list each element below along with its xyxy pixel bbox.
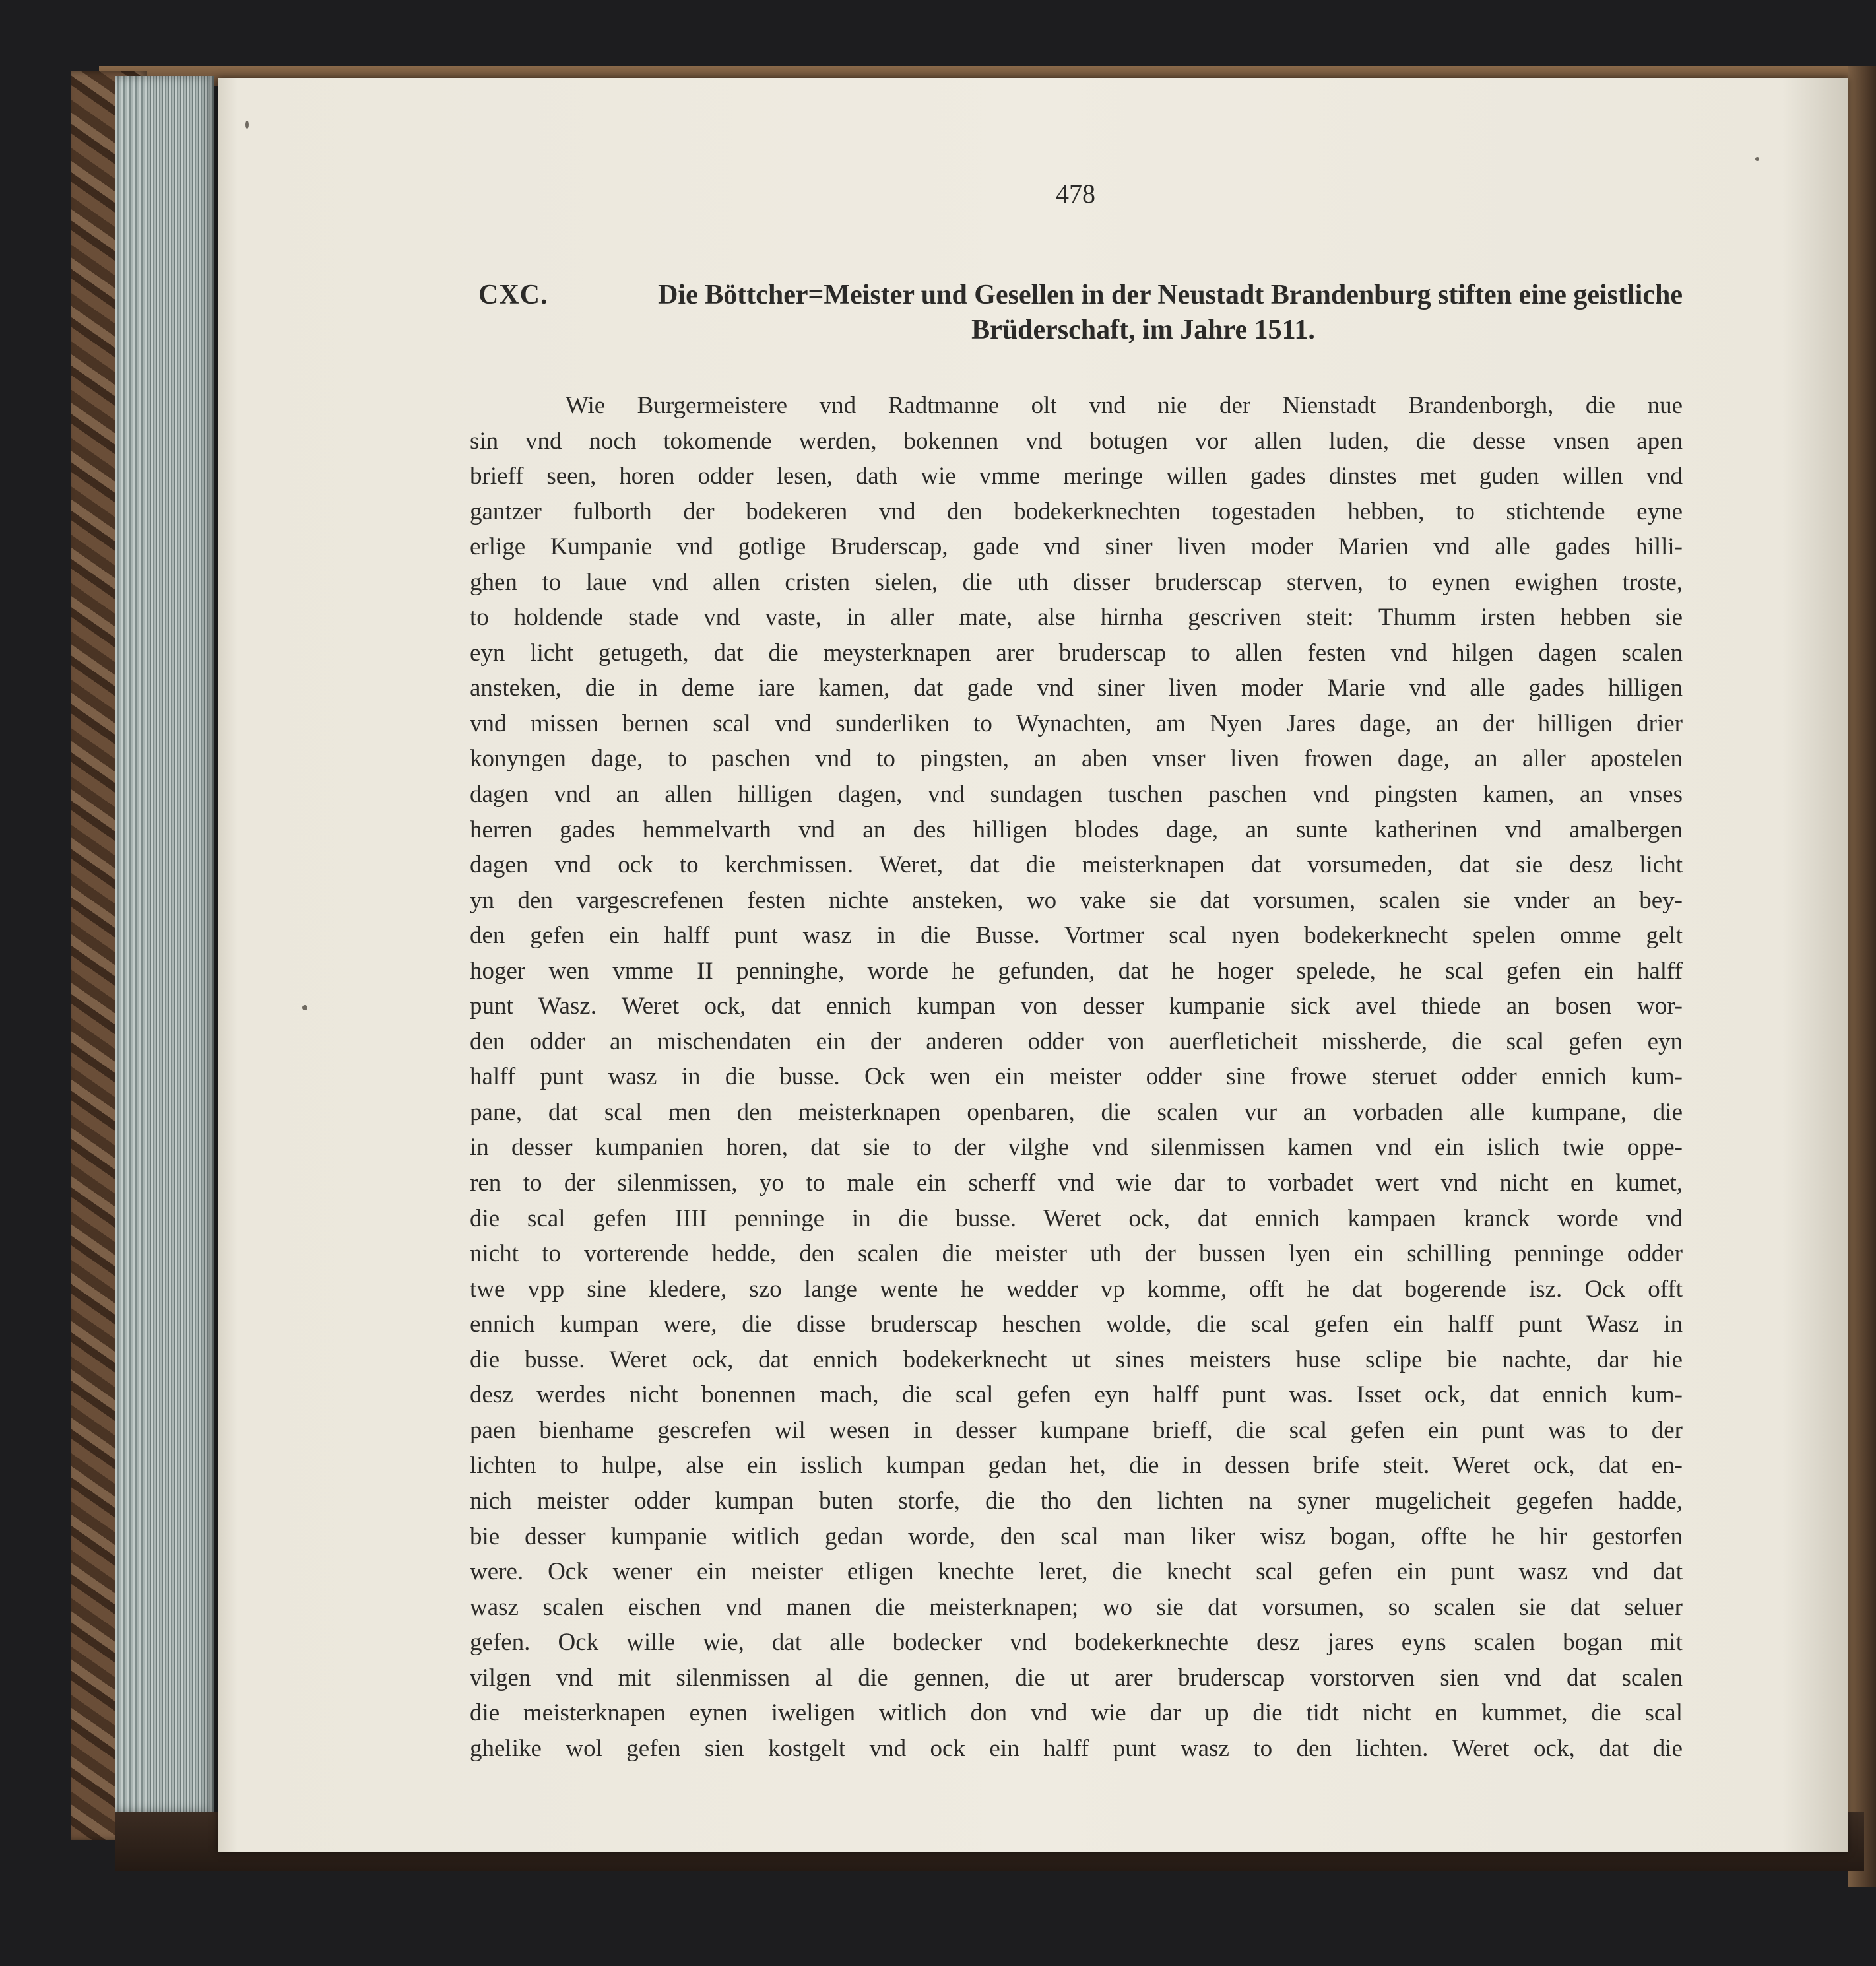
text-line: were. Ock wener ein meister etligen knechte leret, die knecht scal gefen ein punt wasz vnd dat	[470, 1558, 1683, 1586]
paper-speck	[245, 121, 249, 129]
text-line: dagen vnd ock to kerchmissen. Weret, dat die meisterknapen dat vorsumeden, dat sie desz licht	[470, 851, 1683, 879]
text-line: brieff seen, horen odder lesen, dath wie vmme meringe willen gades dinstes met guden willen vnd	[470, 463, 1683, 490]
text-line: hoger wen vmme II penninghe, worde he gefunden, dat he hoger spelede, he scal gefen ein halff	[470, 957, 1683, 985]
text-line: gefen. Ock wille wie, dat alle bodecker vnd bodekerknechte desz jares eyns scalen bogan mit	[470, 1629, 1683, 1656]
text-line: vnd missen bernen scal vnd sunderliken to Wynachten, am Nyen Jares dage, an der hilligen drier	[470, 709, 1683, 737]
text-line: halff punt wasz in die busse. Ock wen ein meister odder sine frowe steruet odder ennich kum-	[470, 1063, 1683, 1091]
text-line: nich meister odder kumpan buten storfe, die tho den lichten na syner mugelicheit gegefen hadde,	[470, 1487, 1683, 1515]
text-line: in desser kumpanien horen, dat sie to der vilghe vnd silenmissen kamen vnd ein islich twie oppe-	[470, 1134, 1683, 1162]
text-line: eyn licht getugeth, dat die meysterknapen arer bruderscap to allen festen vnd hilgen dagen scalen	[470, 639, 1683, 667]
text-line: bie desser kumpanie witlich gedan worde, den scal man liker wisz bogan, offte he hir gestorfen	[470, 1523, 1683, 1550]
text-line: konyngen dage, to paschen vnd to pingsten, an aben vnser liven frowen dage, an aller apostelen	[470, 745, 1683, 773]
section-number: CXC.	[478, 280, 548, 310]
text-line: die meisterknapen eynen iweligen witlich don vnd wie dar up die tidt nicht en kummet, die scal	[470, 1699, 1683, 1727]
text-line: die scal gefen IIII penninge in die busse. Weret ock, dat ennich kampaen kranck worde vnd	[470, 1204, 1683, 1232]
text-line: punt Wasz. Weret ock, dat ennich kumpan von desser kumpanie sick avel thiede an bosen wor-	[470, 993, 1683, 1020]
book-cover-right	[1848, 66, 1876, 1887]
body-text	[470, 388, 1683, 1766]
page-number: 478	[1056, 179, 1095, 209]
section-title-line-1: Die Böttcher=Meister und Gesellen in der Neustadt Brandenburg stiften eine geistliche	[658, 280, 1683, 310]
text-line: sin vnd noch tokomende werden, bokennen vnd botugen vor allen luden, die desse vnsen apen	[470, 427, 1683, 455]
text-line: den odder an mischendaten ein der anderen odder von auerfleticheit missherde, die scal gefen eyn	[470, 1028, 1683, 1055]
text-line: Wie Burgermeistere vnd Radtmanne olt vnd nie der Nienstadt Brandenborgh, die nue	[566, 392, 1683, 419]
text-line: desz werdes nicht bonennen mach, die scal gefen eyn halff punt was. Isset ock, dat ennich kum-	[470, 1381, 1683, 1409]
text-line: paen bienhame gescrefen wil wesen in desser kumpane brieff, die scal gefen ein punt was to der	[470, 1416, 1683, 1444]
text-line: nicht to vorterende hedde, den scalen die meister uth der bussen lyen ein schilling penninge odder	[470, 1240, 1683, 1268]
text-line: erlige Kumpanie vnd gotlige Bruderscap, gade vnd siner liven moder Marien vnd alle gades hilli-	[470, 533, 1683, 561]
text-line: vilgen vnd mit silenmissen al die gennen, die ut arer bruderscap vorstorven sien vnd dat scalen	[470, 1664, 1683, 1691]
text-line: to holdende stade vnd vaste, in aller mate, alse hirnha gescriven steit: Thumm irsten hebben sie	[470, 604, 1683, 632]
page-edges	[115, 76, 214, 1812]
text-line: gantzer fulborth der bodekeren vnd den bodekerknechten togestaden hebben, to stichtende eyne	[470, 498, 1683, 525]
text-line: herren gades hemmelvarth vnd an des hilligen blodes dage, an sunte katherinen vnd amalbergen	[470, 816, 1683, 843]
section-heading	[478, 279, 1683, 346]
paper-speck	[302, 1005, 307, 1010]
text-line: ghelike wol gefen sien kostgelt vnd ock ein halff punt wasz to den lichten. Weret ock, dat die	[470, 1734, 1683, 1762]
text-line: wasz scalen eischen vnd manen die meisterknapen; wo sie dat vorsumen, so scalen sie dat seluer	[470, 1593, 1683, 1621]
text-line: ansteken, die in deme iare kamen, dat gade vnd siner liven moder Marie vnd alle gades hilligen	[470, 674, 1683, 702]
section-title-line-2: Brüderschaft, im Jahre 1511.	[971, 315, 1315, 345]
text-line: den gefen ein halff punt wasz in die Busse. Vortmer scal nyen bodekerknecht spelen omme gelt	[470, 922, 1683, 950]
text-line: lichten to hulpe, alse ein isslich kumpan gedan het, die in dessen brife steit. Weret ock, dat en-	[470, 1452, 1683, 1480]
text-line: twe vpp sine kledere, szo lange wente he wedder vp komme, offt he dat bogerende isz. Ock offt	[470, 1275, 1683, 1303]
text-line: ren to der silenmissen, yo to male ein scherff vnd wie dar to vorbadet wert vnd nicht en kumet,	[470, 1169, 1683, 1197]
text-line: die busse. Weret ock, dat ennich bodekerknecht ut sines meisters huse sclipe bie nachte, dar hie	[470, 1346, 1683, 1373]
paper-speck	[1755, 157, 1759, 161]
text-line: dagen vnd an allen hilligen dagen, vnd sundagen tuschen paschen vnd pingsten kamen, an vnses	[470, 781, 1683, 808]
text-line: yn den vargescrefenen festen nichte ansteken, wo vake sie dat vorsumen, scalen sie vnder an bey-	[470, 886, 1683, 914]
text-line: ghen to laue vnd allen cristen sielen, die uth disser bruderscap sterven, to eynen ewighen troste,	[470, 568, 1683, 596]
text-line: pane, dat scal men den meisterknapen openbaren, die scalen vur an vorbaden alle kumpane, die	[470, 1098, 1683, 1126]
text-line: ennich kumpan were, die disse bruderscap heschen wolde, die scal gefen ein halff punt Wasz in	[470, 1311, 1683, 1338]
